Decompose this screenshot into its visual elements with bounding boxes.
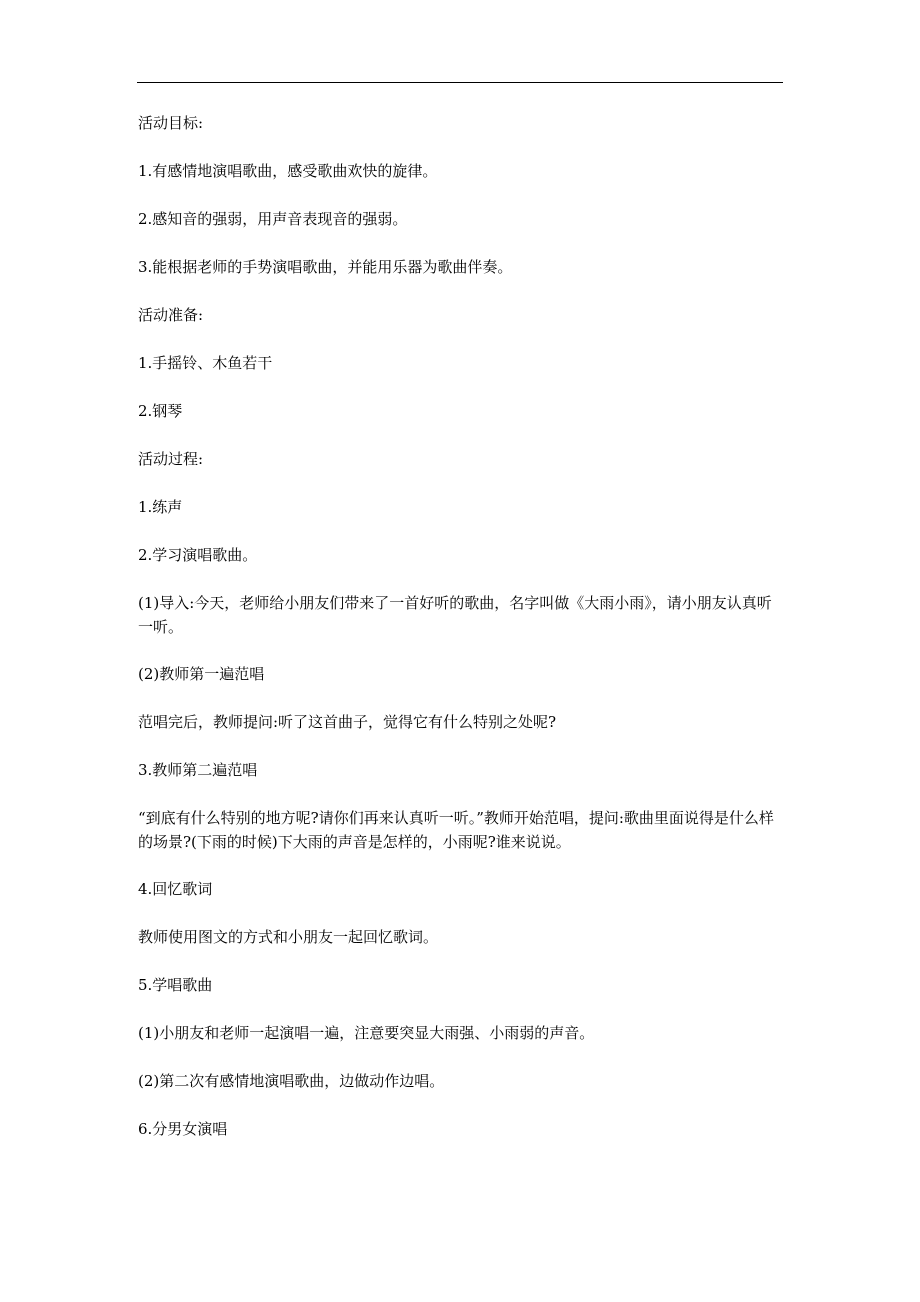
process-step-2: 2.学习演唱歌曲。	[138, 546, 258, 564]
process-step-5-substep-2: (2)第二次有感情地演唱歌曲，边做动作边唱。	[138, 1072, 445, 1090]
document-body	[138, 111, 786, 1165]
goal-item-3: 3.能根据老师的手势演唱歌曲，并能用乐器为歌曲伴奏。	[138, 258, 513, 276]
process-step-2-question: 范唱完后，教师提问:听了这首曲子，觉得它有什么特别之处呢?	[138, 713, 557, 731]
preparation-item-2: 2.钢琴	[138, 402, 183, 420]
process-step-3-detail: “到底有什么特别的地方呢?请你们再来认真听一听。”教师开始范唱，提问:歌曲里面说得是什么样的场景?(下雨的时候)下大雨的声音是怎样的，小雨呢?谁来说说。	[138, 809, 774, 851]
process-step-6: 6.分男女演唱	[138, 1120, 228, 1138]
process-step-2-substep-1: (1)导入:今天，老师给小朋友们带来了一首好听的歌曲，名字叫做《大雨小雨》，请小朋友认真听一听。	[138, 594, 772, 636]
process-step-1: 1.练声	[138, 498, 183, 516]
goal-item-1: 1.有感情地演唱歌曲，感受歌曲欢快的旋律。	[138, 162, 438, 180]
process-step-4-detail: 教师使用图文的方式和小朋友一起回忆歌词。	[138, 928, 439, 946]
process-step-3: 3.教师第二遍范唱	[138, 761, 258, 779]
goal-item-2: 2.感知音的强弱，用声音表现音的强弱。	[138, 210, 408, 228]
process-step-5: 5.学唱歌曲	[138, 976, 213, 994]
header-divider	[137, 82, 783, 83]
section-heading-goals: 活动目标:	[138, 114, 204, 132]
section-heading-process: 活动过程:	[138, 450, 204, 468]
process-step-5-substep-1: (1)小朋友和老师一起演唱一遍，注意要突显大雨强、小雨弱的声音。	[138, 1024, 595, 1042]
process-step-2-substep-2: (2)教师第一遍范唱	[138, 665, 265, 683]
preparation-item-1: 1.手摇铃、木鱼若干	[138, 354, 273, 372]
process-step-4: 4.回忆歌词	[138, 880, 213, 898]
section-heading-preparation: 活动准备:	[138, 306, 204, 324]
